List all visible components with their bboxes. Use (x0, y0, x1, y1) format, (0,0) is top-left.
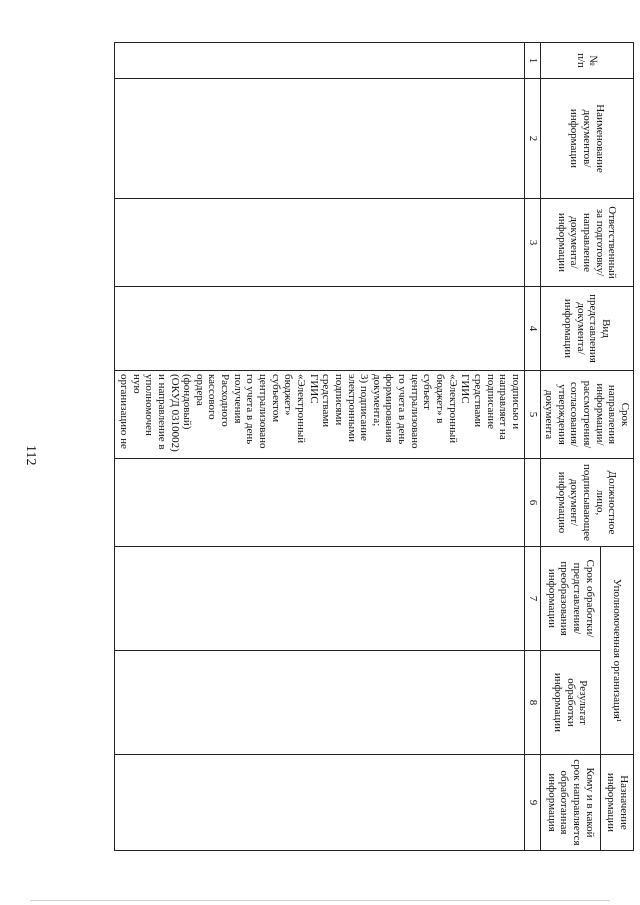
cell-document-type (115, 287, 525, 371)
header-deadline: Срок направления информации/ рассмотрения/ согласования/ утверждения документа (540, 371, 633, 459)
cell-deadline: подписью и направляет на подписание средствами ГИИС «Электронный бюджет» в субъект централизовано го учета в день формирования документа; 3) подписание электронными подписями средствами ГИИС «Электронный бюджет» субъектом централизовано го учета в день получения Расходного кассового ордера (фондовый) (ОКУД 0310002) и направление в уполномочен ную организацию не (115, 371, 525, 459)
cell-number (115, 43, 525, 79)
cell-document-name (115, 79, 525, 199)
cell-responsible (115, 199, 525, 287)
page-bottom-edge (30, 900, 610, 901)
page-number: 112 (23, 445, 38, 466)
column-numbers-row (524, 43, 540, 851)
header-document-name: Наименование документов/ информации (540, 79, 633, 199)
header-processing-term: Срок обработки/ представления/ преобразования информации (540, 547, 601, 651)
column-number: 4 (524, 287, 540, 371)
header-purpose: Назначение информации (601, 755, 634, 851)
header-number: № п/п (540, 43, 633, 79)
cell-processing-term (115, 547, 525, 651)
header-processing-result: Результат обработки информации (540, 651, 601, 755)
document-table (114, 42, 634, 851)
column-number: 5 (524, 371, 540, 459)
table-row (115, 43, 525, 851)
header-row-1 (601, 43, 634, 851)
header-responsible: Ответственный за подготовку/ направление документа/ информации (540, 199, 633, 287)
cell-signing-official (115, 459, 525, 547)
document-table-stage (118, 42, 634, 850)
cell-recipient-term (115, 755, 525, 851)
column-number: 9 (524, 755, 540, 851)
column-number: 2 (524, 79, 540, 199)
column-number: 8 (524, 651, 540, 755)
header-signing-official: Должностное лицо, подписывающее документ/ информацию (540, 459, 633, 547)
column-number: 1 (524, 43, 540, 79)
column-number: 3 (524, 199, 540, 287)
column-number: 7 (524, 547, 540, 651)
header-document-type: Вид представления документа/ информации (540, 287, 633, 371)
cell-processing-result (115, 651, 525, 755)
header-authorized-organization: Уполномоченная организация¹ (601, 547, 634, 755)
header-recipient-term: Кому и в какой срок направляется обработанная информация (540, 755, 601, 851)
column-number: 6 (524, 459, 540, 547)
